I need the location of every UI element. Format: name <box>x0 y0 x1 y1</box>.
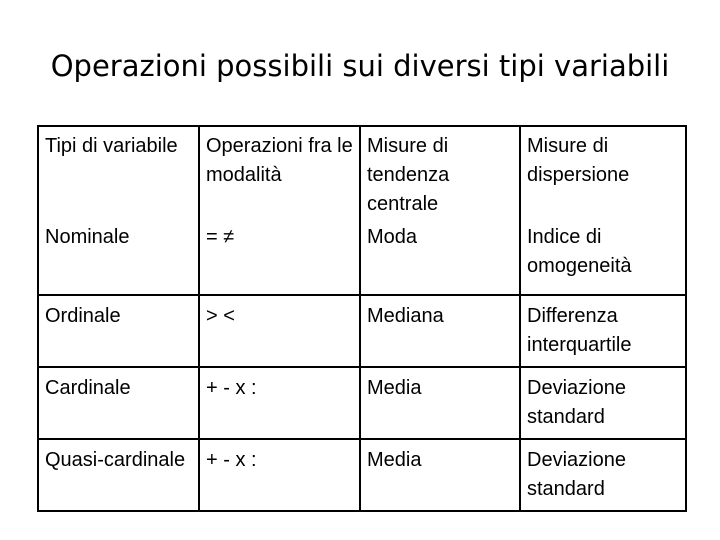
table-cell: Differenza interquartile <box>520 295 686 367</box>
table-cell: + - x : <box>199 367 360 439</box>
table-cell: Indice di omogeneità <box>520 223 686 295</box>
table-row <box>38 367 686 439</box>
table-cell: Nominale <box>38 223 199 295</box>
header-cell: Operazioni fra le modalità <box>199 126 360 223</box>
table-header-row <box>38 126 686 223</box>
header-cell: Misure di tendenza centrale <box>360 126 520 223</box>
table-cell: > < <box>199 295 360 367</box>
table-cell: Quasi-cardinale <box>38 439 199 511</box>
table-cell: Cardinale <box>38 367 199 439</box>
table-row <box>38 295 686 367</box>
header-cell: Tipi di variabile <box>38 126 199 223</box>
table-cell: Media <box>360 439 520 511</box>
table-cell: Deviazione standard <box>520 367 686 439</box>
table-row <box>38 223 686 295</box>
table-cell: Media <box>360 367 520 439</box>
table-cell: = ≠ <box>199 223 360 295</box>
header-cell: Misure di dispersione <box>520 126 686 223</box>
table-cell: Mediana <box>360 295 520 367</box>
table-cell: Deviazione standard <box>520 439 686 511</box>
table-cell: Ordinale <box>38 295 199 367</box>
table-cell: + - x : <box>199 439 360 511</box>
operations-table <box>37 125 687 512</box>
table-row <box>38 439 686 511</box>
table-cell: Moda <box>360 223 520 295</box>
page-title: Operazioni possibili sui diversi tipi variabili <box>50 49 670 83</box>
